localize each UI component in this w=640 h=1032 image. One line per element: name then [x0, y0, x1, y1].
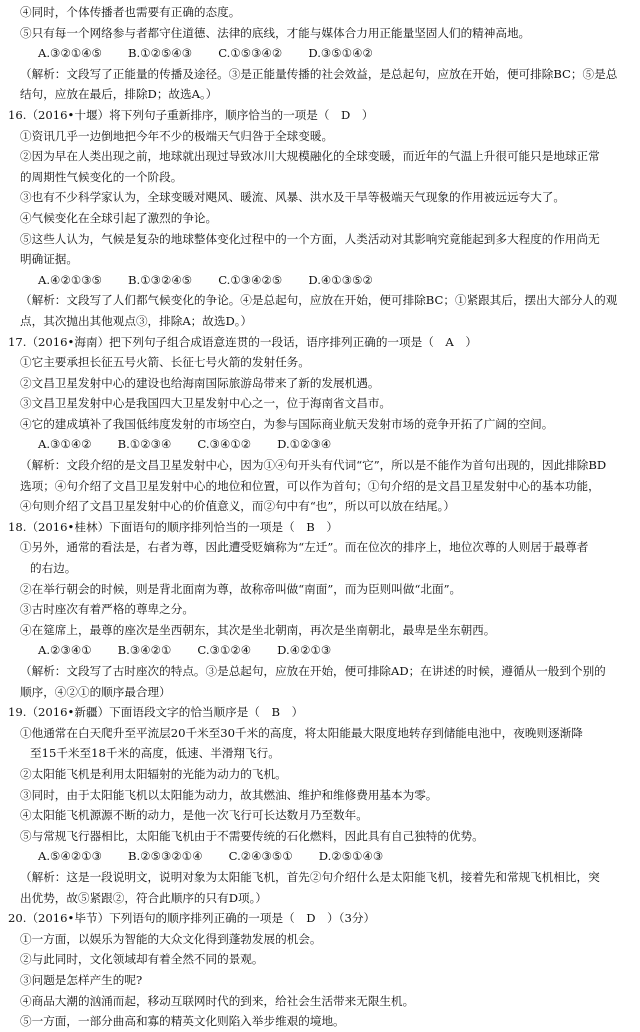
text-line: ④句则介绍了文昌卫星发射中心的价值意义，而②句中有“也”，所以可以放在结尾。） — [20, 499, 456, 514]
text-line: ②与此同时，文化领域却有着全然不同的景观。 — [20, 952, 264, 967]
answer-option: D.③⑤①④② — [308, 46, 373, 61]
answer-option: A.③②①④⑤ — [38, 46, 103, 61]
question-stem: 19.（2016•新疆）下面语段文字的恰当顺序是（ B ） — [8, 705, 304, 720]
text-line: （解析：文段写了人们都气候变化的争论。④是总起句，应放在开始，便可排除BC；①紧跟其后，摆出大部分人的观 — [20, 293, 618, 308]
text-line: 明确证据。 — [20, 252, 78, 267]
answer-option: C.①③④②⑤ — [218, 272, 283, 287]
text-line: 点，其次抛出其他观点③，排除A；故选D。） — [20, 313, 253, 328]
answer-option: B.①③②④⑤ — [128, 272, 193, 287]
answer-option: A.③①④② — [38, 437, 92, 452]
text-line: ④在筵席上，最尊的座次是坐西朝东，其次是坐北朝南，再次是坐南朝北，最卑是坐东朝西。 — [20, 622, 496, 637]
text-line: ⑤与常规飞行器相比，太阳能飞机由于不需要传统的石化燃料，因此具有自己独特的优势。 — [20, 828, 484, 843]
question-stem: 17.（2016•海南）把下列句子组合成语意连贯的一段话，语序排列正确的一项是（ A ） — [8, 334, 477, 349]
text-line: ①它主要承担长征五号火箭、长征七号火箭的发射任务。 — [20, 355, 310, 370]
answer-options — [8, 640, 630, 661]
text-line: ④太阳能飞机源源不断的动力，是他一次飞行可长达数月乃至数年。 — [20, 808, 368, 823]
text-line: ④商品大潮的汹涌而起，移动互联网时代的到来，给社会生活带来无限生机。 — [20, 993, 415, 1008]
answer-options — [8, 434, 630, 455]
answer-option: C.②④③⑤① — [228, 849, 293, 864]
text-line: ⑤只有每一个网络参与者都守住道德、法律的底线，才能与媒体合力用正能量坚固人们的精神高地。 — [20, 25, 531, 40]
text-line: 选项；④句介绍了文昌卫星发射中心的地位和位置，可以作为首句；①句介绍的是文昌卫星发射中心的基本功能， — [20, 478, 600, 493]
text-line: ⑤这些人认为，气候是复杂的地球整体变化过程中的一个方面，人类活动对其影响究竟能起到多大程度的作用尚无 — [20, 231, 600, 246]
text-line: ③同时，由于太阳能飞机以太阳能为动力，故其燃油、维护和维修费用基本为零。 — [20, 787, 438, 802]
text-line: 的右边。 — [30, 561, 77, 576]
answer-options — [8, 846, 630, 867]
text-line: ①资讯几乎一边倒地把今年不少的极端天气归咎于全球变暖。 — [20, 128, 334, 143]
answer-option: D.①②③④ — [277, 437, 332, 452]
text-line: ①另外，通常的看法是，右者为尊，因此遭受贬嫡称为“左迁”。而在位次的排序上，地位次尊的人则居于最尊者 — [20, 540, 589, 555]
answer-option: B.②⑤③②①④ — [128, 849, 203, 864]
answer-option: C.①⑤③④② — [218, 46, 283, 61]
answer-option: B.①②⑤④③ — [128, 46, 193, 61]
answer-options — [8, 43, 630, 64]
text-line: ④同时，个体传播者也需要有正确的态度。 — [20, 5, 241, 19]
text-line: ③也有不少科学家认为，全球变暖对飓风、暖流、风暴、洪水及干旱等极端天气现象的作用被远远夸大了。 — [20, 190, 565, 205]
question-stem: 18.（2016•桂林）下面语句的顺序排列恰当的一项是（ B ） — [8, 519, 338, 534]
text-line: ②太阳能飞机是利用太阳辐射的光能为动力的飞机。 — [20, 766, 287, 781]
answer-option: A.⑤④②①③ — [38, 849, 103, 864]
text-line: （解析：这是一段说明文，说明对象为太阳能飞机，首先②句介绍什么是太阳能飞机，接着先和常规飞机相比，突 — [20, 869, 600, 884]
answer-option: A.②③④① — [38, 643, 92, 658]
answer-option: D.④②①③ — [277, 643, 332, 658]
text-line: 出优势，故⑤紧跟②，符合此顺序的只有D项。） — [20, 890, 267, 905]
question-stem: 20.（2016•毕节）下列语句的顺序排列正确的一项是（ D ）（3分） — [8, 911, 376, 926]
answer-option: A.④②①③⑤ — [38, 272, 103, 287]
text-line: ④气候变化在全球引起了激烈的争论。 — [20, 210, 218, 225]
text-line: ①他通常在白天爬升至平流层20千米至30千米的高度，将太阳能最大限度地转存到储能电池中，夜晚则逐渐降 — [20, 725, 583, 740]
answer-option: D.②⑤①④③ — [318, 849, 384, 864]
answer-option: B.①②③④ — [117, 437, 172, 452]
text-line: 顺序，④②①的顺序最合理） — [20, 684, 171, 699]
text-line: 的周期性气候变化的一个阶段。 — [20, 169, 183, 184]
answer-options — [8, 270, 630, 291]
text-line: 至15千米至18千米的高度，低速、半滑翔飞行。 — [30, 746, 280, 761]
answer-option: D.④①③⑤② — [308, 272, 373, 287]
text-line: ③问题是怎样产生的呢? — [20, 972, 143, 987]
text-line: ②因为早在人类出现之前，地球就出现过导致冰川大规模融化的全球变暖，而近年的气温上升很可能只是地球正常 — [20, 149, 600, 164]
question-stem: 16.（2016•十堰）将下列句子重新排序，顺序恰当的一项是（ D ） — [8, 107, 374, 122]
text-line: ②在举行朝会的时候，则是背北面南为尊，故称帝叫做“南面”，而为臣则叫做“北面”。 — [20, 581, 462, 596]
text-line: （解析：文段写了正能量的传播及途径。③是正能量传播的社会效益，是总起句，应放在开始，便可排除BC；⑤是总 — [20, 66, 618, 81]
text-line: （解析：文段介绍的是文昌卫星发射中心，因为①④句开头有代词“它”，所以是不能作为首句出现的，因此排除BD — [20, 458, 607, 473]
text-line: （解析：文段写了古时座次的特点。③是总起句，应放在开始，便可排除AD；在讲述的时候，遵循从一般到个别的 — [20, 664, 606, 678]
text-line: ①一方面，以娱乐为智能的大众文化得到蓬勃发展的机会。 — [20, 931, 322, 946]
text-line: ⑤一方面，一部分曲高和寡的精英文化则陷入举步维艰的境地。 — [20, 1014, 345, 1029]
text-line: ③古时座次有着严格的尊卑之分。 — [20, 602, 194, 617]
text-line: ③文昌卫星发射中心是我国四大卫星发射中心之一，位于海南省文昌市。 — [20, 396, 392, 411]
answer-option: C.③④①② — [197, 437, 252, 452]
answer-option: C.③①②④ — [197, 643, 252, 658]
text-line: 结句，应放在最后，排除D；故选A。） — [20, 87, 218, 102]
text-line: ④它的建成填补了我国低纬度发射的市场空白，为参与国际商业航天发射市场的竞争开拓了广阔的空间。 — [20, 416, 554, 431]
text-line: ②文昌卫星发射中心的建设也给海南国际旅游岛带来了新的发展机遇。 — [20, 375, 380, 390]
answer-option: B.③④②① — [117, 643, 172, 658]
